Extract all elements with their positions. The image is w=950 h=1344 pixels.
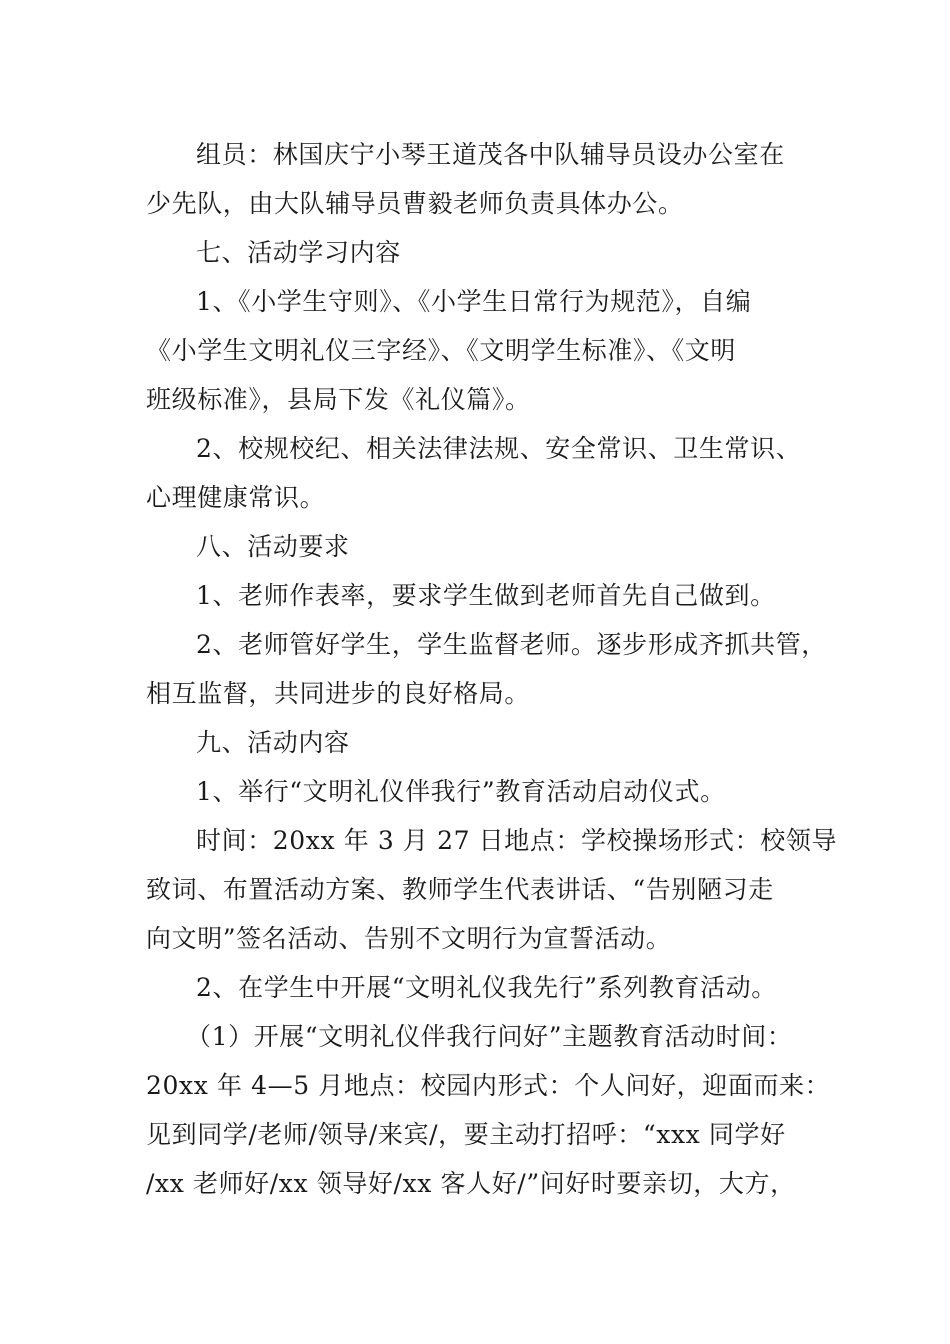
text-line: /xx 老师好/xx 领导好/xx 客人好/”问好时要亲切，大方，: [146, 1169, 796, 1198]
section-heading: 七、活动学习内容: [196, 238, 401, 267]
text-line: 班级标准》，县局下发《礼仪篇》。: [146, 385, 531, 414]
text-line: 1、老师作表率，要求学生做到老师首先自己做到。: [196, 581, 776, 610]
document-body: [146, 130, 838, 1208]
text-line: 20xx 年 4—5 月地点：校园内形式：个人问好，迎面而来：: [146, 1071, 831, 1100]
text-line: 相互监督，共同进步的良好格局。: [146, 679, 531, 708]
text-line: 向文明”签名活动、告别不文明行为宣誓活动。: [146, 924, 672, 953]
text-line: 少先队，由大队辅导员曹毅老师负责具体办公。: [146, 189, 684, 218]
text-line: 1、《小学生守则》、《小学生日常行为规范》，自编: [196, 287, 752, 316]
text-line: 2、在学生中开展“文明礼仪我先行”系列教育活动。: [196, 973, 777, 1002]
text-line: 时间：20xx 年 3 月 27 日地点：学校操场形式：校领导: [196, 826, 838, 855]
section-heading: 八、活动要求: [196, 532, 350, 561]
text-line: 2、老师管好学生，学生监督老师。逐步形成齐抓共管，: [196, 630, 827, 659]
text-line: 1、举行“文明礼仪伴我行”教育活动启动仪式。: [196, 777, 726, 806]
text-line: 2、校规校纪、相关法律法规、安全常识、卫生常识、: [196, 434, 802, 463]
text-line: 《小学生文明礼仪三字经》、《文明学生标准》、《文明: [146, 336, 737, 365]
text-line: 见到同学/老师/领导/来宾/，要主动打招呼：“xxx 同学好: [146, 1120, 786, 1149]
text-line: 心理健康常识。: [146, 483, 326, 512]
text-line: 组员：林国庆宁小琴王道茂各中队辅导员设办公室在: [196, 140, 785, 169]
text-line: 致词、布置活动方案、教师学生代表讲话、“告别陋习走: [146, 875, 774, 904]
section-heading: 九、活动内容: [196, 728, 350, 757]
text-line: （1）开展“文明礼仪伴我行问好”主题教育活动时间：: [186, 1022, 793, 1051]
